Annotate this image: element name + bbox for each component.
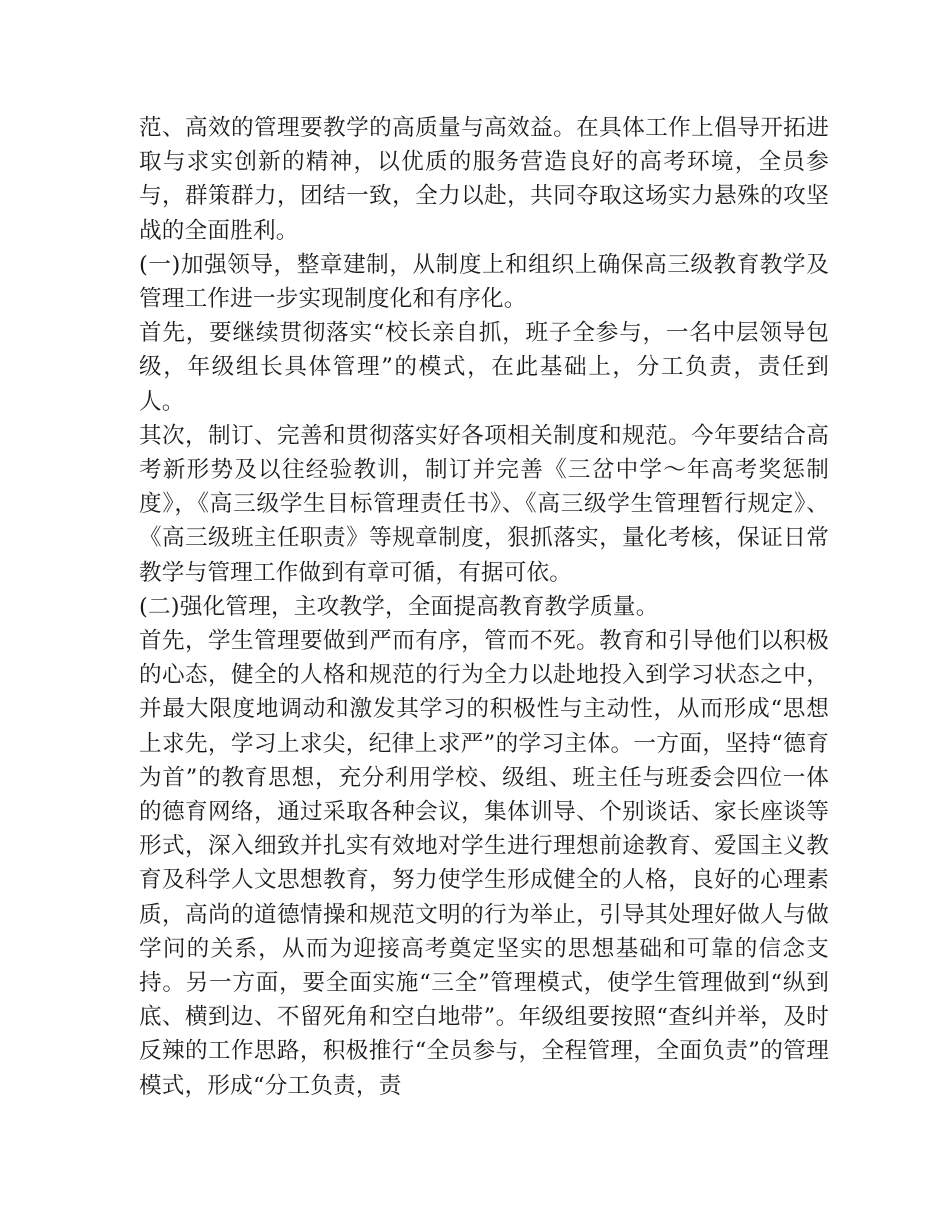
section-heading-1: (一)加强领导，整章建制，从制度上和组织上确保高三级教育教学及管理工作进一步实现制度化和有序化。 <box>139 251 829 313</box>
paragraph-second: 其次，制订、完善和贯彻落实好各项相关制度和规范。今年要结合高考新形势及以往经验教训，制订并完善《三岔中学～年高考奖惩制度》，《高三级学生目标管理责任书》、《高三级学生管理暂行规定》、《高三级班主任职责》等规章制度，狠抓落实，量化考核，保证日常教学与管理工作做到有章可循，有据可依。 <box>139 422 829 586</box>
paragraph-first: 首先，要继续贯彻落实“校长亲自抓，班子全参与，一名中层领导包级，年级组长具体管理”的模式，在此基础上，分工负责，责任到人。 <box>139 320 829 415</box>
paragraph-student-management: 首先，学生管理要做到严而有序，管而不死。教育和引导他们以积极的心态，健全的人格和规范的行为全力以赴地投入到学习状态之中，并最大限度地调动和激发其学习的积极性与主动性，从而形成“思想上求先，学习上求尖，纪律上求严”的学习主体。一方面，坚持“德育为首”的教育思想，充分利用学校、级组、班主任与班委会四位一体的德育网络，通过采取各种会议，集体训导、个别谈话、家长座谈等形式，深入细致并扎实有效地对学生进行理想前途教育、爱国主义教育及科学人文思想教育，努力使学生形成健全的人格，良好的心理素质，高尚的道德情操和规范文明的行为举止，引导其处理好做人与做学问的关系，从而为迎接高考奠定坚实的思想基础和可靠的信念支持。另一方面，要全面实施“三全”管理模式，使学生管理做到“纵到底、横到边、不留死角和空白地带”。年级组要按照“查纠并举，及时反辣的工作思路，积极推行“全员参与，全程管理，全面负责”的管理模式，形成“分工负责，责 <box>139 628 829 1099</box>
section-heading-2: (二)强化管理，主攻教学，全面提高教育教学质量。 <box>139 593 659 620</box>
document-body <box>139 111 829 1103</box>
paragraph-intro-continuation: 范、高效的管理要教学的高质量与高效益。在具体工作上倡导开拓进取与求实创新的精神，以优质的服务营造良好的高考环境，全员参与，群策群力，团结一致，全力以赴，共同夺取这场实力悬殊的攻坚战的全面胜利。 <box>139 115 829 244</box>
